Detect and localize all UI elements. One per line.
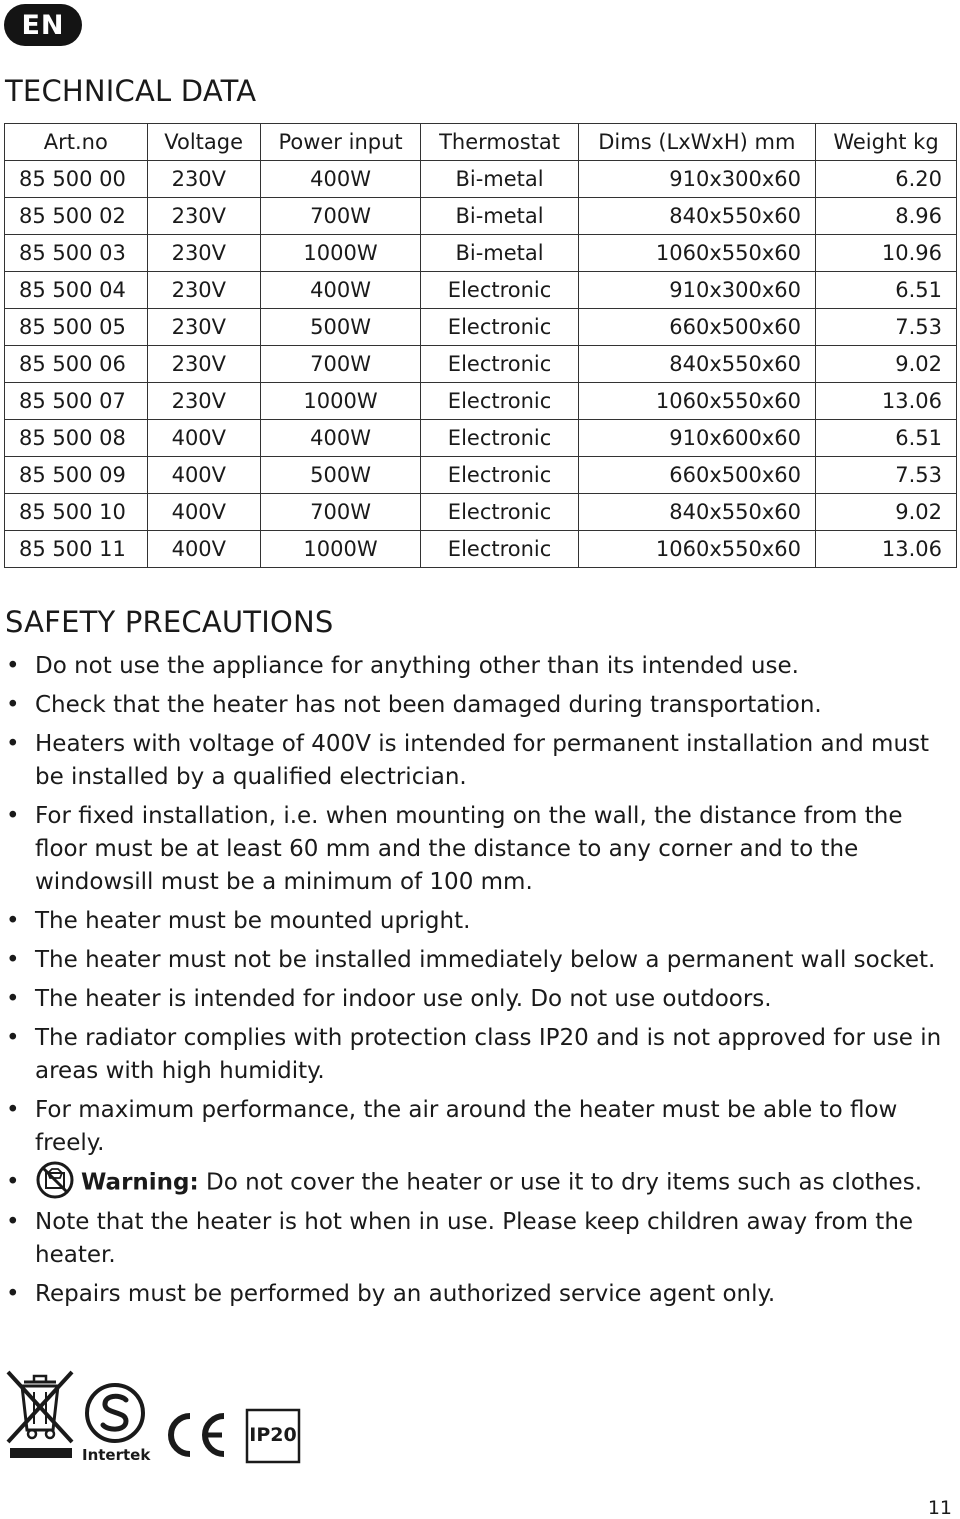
bullet-icon: • — [6, 908, 20, 934]
table-cell: 230V — [147, 161, 260, 198]
table-cell: 6.51 — [816, 272, 957, 309]
safety-list — [0, 650, 960, 1317]
table-cell: 400V — [147, 457, 260, 494]
warning-label: Warning: — [81, 1169, 199, 1196]
table-cell: 85 500 06 — [5, 346, 148, 383]
table-cell: 85 500 03 — [5, 235, 148, 272]
table-row — [5, 383, 957, 420]
table-cell: 1060x550x60 — [578, 235, 815, 272]
table-cell: 700W — [260, 198, 421, 235]
table-cell: 6.51 — [816, 420, 957, 457]
table-cell: 840x550x60 — [578, 494, 815, 531]
page-number: 11 — [927, 1497, 952, 1519]
table-cell: 85 500 04 — [5, 272, 148, 309]
header-voltage: Voltage — [147, 124, 260, 161]
bullet-icon: • — [6, 1209, 20, 1235]
table-row — [5, 494, 957, 531]
table-cell: 840x550x60 — [578, 346, 815, 383]
table-cell: Electronic — [421, 457, 578, 494]
table-row — [5, 457, 957, 494]
table-cell: 700W — [260, 494, 421, 531]
table-cell: 400W — [260, 161, 421, 198]
list-item-text: The heater must be mounted upright. — [35, 908, 471, 934]
list-item — [0, 1278, 960, 1311]
table-cell: 230V — [147, 309, 260, 346]
table-cell: 85 500 02 — [5, 198, 148, 235]
table-cell: 9.02 — [816, 346, 957, 383]
bullet-icon: • — [6, 653, 20, 679]
bullet-icon: • — [6, 731, 20, 757]
table-cell: Electronic — [421, 309, 578, 346]
safety-precautions-title: SAFETY PRECAUTIONS — [5, 605, 334, 639]
table-cell: 13.06 — [816, 531, 957, 568]
technical-data-table — [4, 123, 957, 568]
header-thermostat: Thermostat — [421, 124, 578, 161]
table-cell: 1000W — [260, 235, 421, 272]
do-not-cover-icon — [35, 1160, 75, 1200]
table-cell: 13.06 — [816, 383, 957, 420]
table-cell: 400V — [147, 494, 260, 531]
table-cell: 910x600x60 — [578, 420, 815, 457]
table-header-row — [5, 124, 957, 161]
list-item — [0, 650, 960, 683]
list-item — [0, 1094, 960, 1160]
table-row — [5, 420, 957, 457]
bullet-icon: • — [6, 986, 20, 1012]
table-cell: 400V — [147, 420, 260, 457]
intertek-s-mark-icon — [84, 1382, 146, 1444]
list-item-text: For maximum performance, the air around the heater must be able to flow freely. — [35, 1097, 898, 1156]
table-cell: 1000W — [260, 383, 421, 420]
table-cell: 400W — [260, 272, 421, 309]
table-cell: 840x550x60 — [578, 198, 815, 235]
header-dims: Dims (LxWxH) mm — [578, 124, 815, 161]
table-cell: 660x500x60 — [578, 457, 815, 494]
table-cell: 85 500 09 — [5, 457, 148, 494]
list-item — [0, 1022, 960, 1088]
table-cell: Electronic — [421, 346, 578, 383]
header-art-no: Art.no — [5, 124, 148, 161]
ip20-label: IP20 — [249, 1424, 297, 1446]
table-cell: 1000W — [260, 531, 421, 568]
table-cell: 910x300x60 — [578, 161, 815, 198]
list-item-text: Repairs must be performed by an authorized service agent only. — [35, 1281, 776, 1307]
intertek-label: Intertek — [82, 1446, 151, 1464]
list-item-text: Note that the heater is hot when in use. Please keep children away from the heater. — [35, 1209, 914, 1268]
list-item — [0, 728, 960, 794]
bullet-icon: • — [6, 947, 20, 973]
list-item-text: The radiator complies with protection class IP20 and is not approved for use in areas with high humidity. — [35, 1025, 942, 1084]
technical-data-title: TECHNICAL DATA — [5, 74, 257, 108]
certification-logos — [0, 1360, 400, 1470]
table-row — [5, 531, 957, 568]
table-row — [5, 309, 957, 346]
bullet-icon: • — [6, 803, 20, 829]
table-cell: 230V — [147, 346, 260, 383]
bullet-icon: • — [6, 692, 20, 718]
header-power-input: Power input — [260, 124, 421, 161]
list-item-text: The heater must not be installed immediately below a permanent wall socket. — [35, 947, 936, 973]
list-item-text: The heater is intended for indoor use only. Do not use outdoors. — [35, 986, 772, 1012]
table-cell: Bi-metal — [421, 161, 578, 198]
table-cell: Bi-metal — [421, 198, 578, 235]
table-cell: 7.53 — [816, 309, 957, 346]
table-cell: 85 500 10 — [5, 494, 148, 531]
table-cell: 85 500 11 — [5, 531, 148, 568]
table-cell: Bi-metal — [421, 235, 578, 272]
table-row — [5, 198, 957, 235]
table-cell: 7.53 — [816, 457, 957, 494]
bullet-icon: • — [6, 1025, 20, 1051]
header-weight: Weight kg — [816, 124, 957, 161]
table-cell: 230V — [147, 383, 260, 420]
table-row — [5, 161, 957, 198]
table-cell: 10.96 — [816, 235, 957, 272]
language-badge: EN — [4, 4, 82, 46]
bullet-icon: • — [6, 1097, 20, 1123]
bullet-icon: • — [6, 1281, 20, 1307]
table-cell: 230V — [147, 198, 260, 235]
table-cell: 1060x550x60 — [578, 531, 815, 568]
table-row — [5, 346, 957, 383]
warning-item — [0, 1166, 960, 1200]
table-cell: Electronic — [421, 383, 578, 420]
table-cell: 400W — [260, 420, 421, 457]
table-cell: 230V — [147, 272, 260, 309]
table-cell: 6.20 — [816, 161, 957, 198]
table-row — [5, 272, 957, 309]
warning-text: Do not cover the heater or use it to dry items such as clothes. — [198, 1169, 923, 1196]
table-cell: 85 500 05 — [5, 309, 148, 346]
table-cell: 400V — [147, 531, 260, 568]
table-cell: Electronic — [421, 272, 578, 309]
list-item-text: For fixed installation, i.e. when mounting on the wall, the distance from the floor must be at least 60 mm and the distance to any corner and to the windowsill must be a minimum of 100 mm. — [35, 803, 903, 895]
bullet-icon: • — [6, 1169, 20, 1195]
table-cell: 700W — [260, 346, 421, 383]
list-item — [0, 983, 960, 1016]
list-item-text: Heaters with voltage of 400V is intended for permanent installation and must be installed by a qualified electrician. — [35, 731, 930, 790]
table-cell: Electronic — [421, 531, 578, 568]
table-cell: 500W — [260, 309, 421, 346]
table-row — [5, 235, 957, 272]
table-cell: 500W — [260, 457, 421, 494]
list-item — [0, 905, 960, 938]
table-cell: 85 500 00 — [5, 161, 148, 198]
table-cell: Electronic — [421, 420, 578, 457]
list-item-text: Check that the heater has not been damaged during transportation. — [35, 692, 822, 718]
list-item-text: Do not use the appliance for anything other than its intended use. — [35, 653, 799, 679]
table-cell: 1060x550x60 — [578, 383, 815, 420]
table-cell: 660x500x60 — [578, 309, 815, 346]
table-cell: 8.96 — [816, 198, 957, 235]
table-cell: 9.02 — [816, 494, 957, 531]
table-cell: 85 500 08 — [5, 420, 148, 457]
table-cell: Electronic — [421, 494, 578, 531]
weee-crossed-bin-icon — [4, 1368, 76, 1458]
table-cell: 230V — [147, 235, 260, 272]
list-item — [0, 944, 960, 977]
table-cell: 85 500 07 — [5, 383, 148, 420]
list-item — [0, 800, 960, 899]
list-item — [0, 689, 960, 722]
ce-mark-icon — [158, 1410, 232, 1460]
list-item — [0, 1206, 960, 1272]
table-cell: 910x300x60 — [578, 272, 815, 309]
